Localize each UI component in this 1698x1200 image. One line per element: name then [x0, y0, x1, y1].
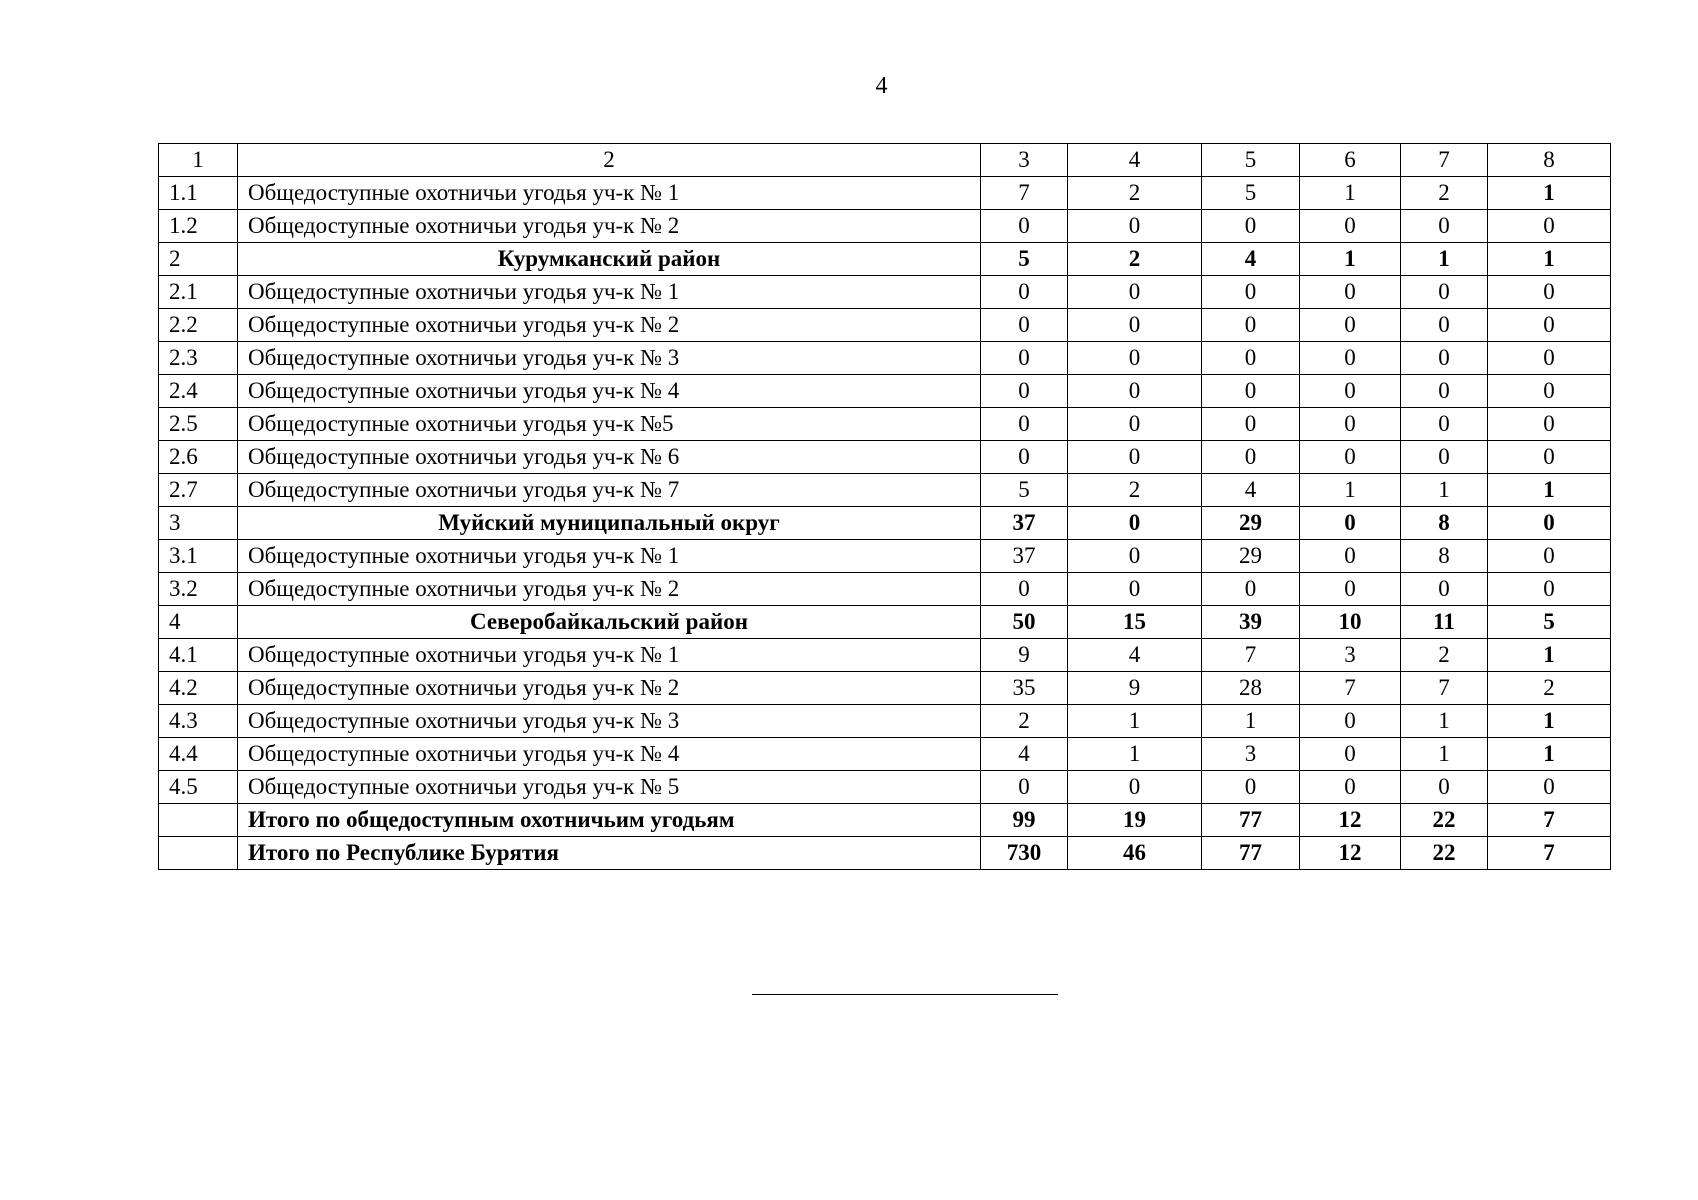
row-value-col-5: 0 [1202, 441, 1300, 474]
row-value-col-4: 1 [1068, 738, 1202, 771]
column-number-3: 3 [981, 144, 1068, 177]
row-value-col-4: 0 [1068, 210, 1202, 243]
row-value-col-4: 2 [1068, 177, 1202, 210]
district-row [159, 606, 1611, 639]
row-code: 2.2 [159, 309, 238, 342]
row-code: 4.5 [159, 771, 238, 804]
row-value-col-8: 0 [1488, 210, 1611, 243]
row-value-col-6: 0 [1300, 441, 1401, 474]
table-row [159, 177, 1611, 210]
table-row [159, 705, 1611, 738]
row-value-col-5: 28 [1202, 672, 1300, 705]
row-value-col-4: 4 [1068, 639, 1202, 672]
column-number-6: 6 [1300, 144, 1401, 177]
row-code: 3 [159, 507, 238, 540]
row-value-col-4: 9 [1068, 672, 1202, 705]
row-name: Общедоступные охотничьи угодья уч-к № 2 [238, 573, 981, 606]
row-value-col-8: 0 [1488, 441, 1611, 474]
table-row [159, 375, 1611, 408]
row-value-col-7: 2 [1401, 639, 1488, 672]
row-code: 2.1 [159, 276, 238, 309]
row-value-col-6: 1 [1300, 474, 1401, 507]
column-number-7: 7 [1401, 144, 1488, 177]
row-value-col-4: 0 [1068, 540, 1202, 573]
row-value-col-3: 0 [981, 276, 1068, 309]
row-value-col-4: 0 [1068, 408, 1202, 441]
row-value-col-4: 0 [1068, 276, 1202, 309]
row-code: 3.1 [159, 540, 238, 573]
row-name: Общедоступные охотничьи угодья уч-к № 1 [238, 276, 981, 309]
row-name: Итого по Республике Бурятия [238, 837, 981, 870]
row-value-col-3: 7 [981, 177, 1068, 210]
row-value-col-8: 1 [1488, 639, 1611, 672]
row-name: Общедоступные охотничьи угодья уч-к № 1 [238, 540, 981, 573]
row-value-col-6: 10 [1300, 606, 1401, 639]
row-value-col-5: 0 [1202, 276, 1300, 309]
row-value-col-7: 7 [1401, 672, 1488, 705]
table-row [159, 474, 1611, 507]
row-code: 2.7 [159, 474, 238, 507]
row-value-col-8: 1 [1488, 243, 1611, 276]
row-value-col-3: 0 [981, 309, 1068, 342]
row-value-col-5: 0 [1202, 573, 1300, 606]
row-value-col-3: 99 [981, 804, 1068, 837]
row-value-col-6: 0 [1300, 573, 1401, 606]
row-code: 2.5 [159, 408, 238, 441]
row-value-col-3: 0 [981, 210, 1068, 243]
row-value-col-4: 15 [1068, 606, 1202, 639]
row-value-col-6: 0 [1300, 309, 1401, 342]
row-value-col-7: 0 [1401, 573, 1488, 606]
row-value-col-6: 0 [1300, 342, 1401, 375]
row-code: 1.1 [159, 177, 238, 210]
row-code: 4 [159, 606, 238, 639]
row-value-col-5: 77 [1202, 837, 1300, 870]
table-body [159, 144, 1611, 870]
row-code: 2.3 [159, 342, 238, 375]
table-row [159, 738, 1611, 771]
row-value-col-4: 0 [1068, 771, 1202, 804]
row-value-col-3: 2 [981, 705, 1068, 738]
row-value-col-8: 0 [1488, 573, 1611, 606]
row-code: 1.2 [159, 210, 238, 243]
table-row [159, 771, 1611, 804]
row-value-col-4: 2 [1068, 243, 1202, 276]
row-name: Общедоступные охотничьи угодья уч-к № 1 [238, 639, 981, 672]
district-row [159, 243, 1611, 276]
row-value-col-5: 1 [1202, 705, 1300, 738]
row-value-col-8: 0 [1488, 507, 1611, 540]
row-value-col-7: 0 [1401, 309, 1488, 342]
row-value-col-5: 3 [1202, 738, 1300, 771]
row-value-col-3: 5 [981, 243, 1068, 276]
row-value-col-4: 0 [1068, 375, 1202, 408]
row-value-col-7: 1 [1401, 243, 1488, 276]
table-row [159, 309, 1611, 342]
row-name: Курумканский район [238, 243, 981, 276]
row-code: 2.4 [159, 375, 238, 408]
row-value-col-8: 5 [1488, 606, 1611, 639]
row-value-col-7: 0 [1401, 342, 1488, 375]
row-name: Общедоступные охотничьи угодья уч-к № 1 [238, 177, 981, 210]
row-value-col-3: 4 [981, 738, 1068, 771]
row-value-col-7: 0 [1401, 276, 1488, 309]
row-value-col-6: 0 [1300, 705, 1401, 738]
row-value-col-6: 0 [1300, 210, 1401, 243]
row-value-col-6: 0 [1300, 408, 1401, 441]
row-value-col-6: 0 [1300, 771, 1401, 804]
row-name: Итого по общедоступным охотничьим угодьям [238, 804, 981, 837]
row-value-col-8: 1 [1488, 177, 1611, 210]
row-value-col-5: 0 [1202, 408, 1300, 441]
row-code: 4.1 [159, 639, 238, 672]
row-name: Общедоступные охотничьи угодья уч-к № 2 [238, 210, 981, 243]
row-value-col-7: 8 [1401, 540, 1488, 573]
row-value-col-4: 0 [1068, 573, 1202, 606]
row-code: 3.2 [159, 573, 238, 606]
table-row [159, 408, 1611, 441]
row-value-col-4: 19 [1068, 804, 1202, 837]
row-name: Общедоступные охотничьи угодья уч-к № 4 [238, 738, 981, 771]
row-value-col-3: 37 [981, 507, 1068, 540]
row-value-col-3: 0 [981, 375, 1068, 408]
row-name: Общедоступные охотничьи угодья уч-к № 5 [238, 771, 981, 804]
row-name: Общедоступные охотничьи угодья уч-к № 7 [238, 474, 981, 507]
row-value-col-5: 0 [1202, 309, 1300, 342]
hunting-grounds-table [158, 143, 1611, 870]
row-value-col-4: 46 [1068, 837, 1202, 870]
row-code: 2.6 [159, 441, 238, 474]
row-value-col-5: 29 [1202, 540, 1300, 573]
row-value-col-3: 0 [981, 441, 1068, 474]
row-value-col-6: 1 [1300, 177, 1401, 210]
district-row [159, 507, 1611, 540]
row-value-col-3: 35 [981, 672, 1068, 705]
row-value-col-8: 1 [1488, 705, 1611, 738]
row-value-col-5: 0 [1202, 210, 1300, 243]
table-row [159, 540, 1611, 573]
row-value-col-7: 11 [1401, 606, 1488, 639]
row-value-col-8: 0 [1488, 408, 1611, 441]
row-value-col-8: 0 [1488, 540, 1611, 573]
row-value-col-5: 0 [1202, 375, 1300, 408]
row-value-col-7: 1 [1401, 705, 1488, 738]
page-number: 4 [875, 73, 888, 99]
row-name: Общедоступные охотничьи угодья уч-к № 2 [238, 672, 981, 705]
row-value-col-4: 0 [1068, 441, 1202, 474]
row-code: 4.2 [159, 672, 238, 705]
column-number-4: 4 [1068, 144, 1202, 177]
row-value-col-6: 0 [1300, 738, 1401, 771]
row-value-col-4: 0 [1068, 507, 1202, 540]
row-value-col-6: 7 [1300, 672, 1401, 705]
table-row [159, 573, 1611, 606]
total-row [159, 837, 1611, 870]
row-value-col-6: 0 [1300, 507, 1401, 540]
row-value-col-8: 0 [1488, 375, 1611, 408]
row-name: Общедоступные охотничьи угодья уч-к № 3 [238, 705, 981, 738]
row-value-col-8: 7 [1488, 837, 1611, 870]
column-number-8: 8 [1488, 144, 1611, 177]
row-value-col-4: 1 [1068, 705, 1202, 738]
row-value-col-8: 2 [1488, 672, 1611, 705]
row-value-col-6: 0 [1300, 540, 1401, 573]
row-name: Общедоступные охотничьи угодья уч-к № 3 [238, 342, 981, 375]
row-value-col-8: 1 [1488, 738, 1611, 771]
row-value-col-3: 5 [981, 474, 1068, 507]
row-value-col-7: 22 [1401, 837, 1488, 870]
row-value-col-7: 1 [1401, 474, 1488, 507]
row-value-col-3: 37 [981, 540, 1068, 573]
row-value-col-7: 1 [1401, 738, 1488, 771]
row-value-col-5: 4 [1202, 243, 1300, 276]
row-value-col-3: 50 [981, 606, 1068, 639]
row-value-col-6: 3 [1300, 639, 1401, 672]
table-header-row [159, 144, 1611, 177]
row-value-col-8: 0 [1488, 309, 1611, 342]
row-code [159, 837, 238, 870]
row-value-col-4: 0 [1068, 309, 1202, 342]
row-value-col-4: 2 [1068, 474, 1202, 507]
row-value-col-6: 0 [1300, 276, 1401, 309]
row-value-col-7: 0 [1401, 375, 1488, 408]
row-value-col-5: 77 [1202, 804, 1300, 837]
row-value-col-8: 0 [1488, 276, 1611, 309]
row-code: 4.4 [159, 738, 238, 771]
row-value-col-6: 0 [1300, 375, 1401, 408]
table-row [159, 639, 1611, 672]
row-value-col-8: 0 [1488, 342, 1611, 375]
row-name: Северобайкальский район [238, 606, 981, 639]
row-value-col-5: 5 [1202, 177, 1300, 210]
table-row [159, 210, 1611, 243]
row-value-col-6: 1 [1300, 243, 1401, 276]
row-value-col-8: 7 [1488, 804, 1611, 837]
row-value-col-5: 4 [1202, 474, 1300, 507]
row-code: 2 [159, 243, 238, 276]
row-name: Муйский муниципальный округ [238, 507, 981, 540]
end-divider-line [752, 994, 1058, 995]
row-value-col-7: 0 [1401, 408, 1488, 441]
row-value-col-3: 0 [981, 342, 1068, 375]
row-value-col-7: 22 [1401, 804, 1488, 837]
row-value-col-7: 0 [1401, 441, 1488, 474]
column-number-2: 2 [238, 144, 981, 177]
row-value-col-7: 0 [1401, 771, 1488, 804]
row-value-col-8: 0 [1488, 771, 1611, 804]
row-value-col-5: 7 [1202, 639, 1300, 672]
total-row [159, 804, 1611, 837]
row-value-col-5: 0 [1202, 771, 1300, 804]
row-value-col-4: 0 [1068, 342, 1202, 375]
row-value-col-3: 730 [981, 837, 1068, 870]
row-code [159, 804, 238, 837]
table-row [159, 441, 1611, 474]
row-value-col-7: 2 [1401, 177, 1488, 210]
row-value-col-3: 0 [981, 573, 1068, 606]
row-value-col-5: 39 [1202, 606, 1300, 639]
row-value-col-7: 0 [1401, 210, 1488, 243]
row-value-col-3: 0 [981, 408, 1068, 441]
row-value-col-3: 0 [981, 771, 1068, 804]
row-name: Общедоступные охотничьи угодья уч-к № 4 [238, 375, 981, 408]
row-value-col-3: 9 [981, 639, 1068, 672]
table-row [159, 342, 1611, 375]
row-value-col-6: 12 [1300, 804, 1401, 837]
row-name: Общедоступные охотничьи угодья уч-к №5 [238, 408, 981, 441]
row-code: 4.3 [159, 705, 238, 738]
table-row [159, 672, 1611, 705]
row-value-col-8: 1 [1488, 474, 1611, 507]
row-value-col-6: 12 [1300, 837, 1401, 870]
column-number-5: 5 [1202, 144, 1300, 177]
row-name: Общедоступные охотничьи угодья уч-к № 2 [238, 309, 981, 342]
row-value-col-7: 8 [1401, 507, 1488, 540]
column-number-1: 1 [159, 144, 238, 177]
row-value-col-5: 0 [1202, 342, 1300, 375]
table-row [159, 276, 1611, 309]
row-value-col-5: 29 [1202, 507, 1300, 540]
row-name: Общедоступные охотничьи угодья уч-к № 6 [238, 441, 981, 474]
